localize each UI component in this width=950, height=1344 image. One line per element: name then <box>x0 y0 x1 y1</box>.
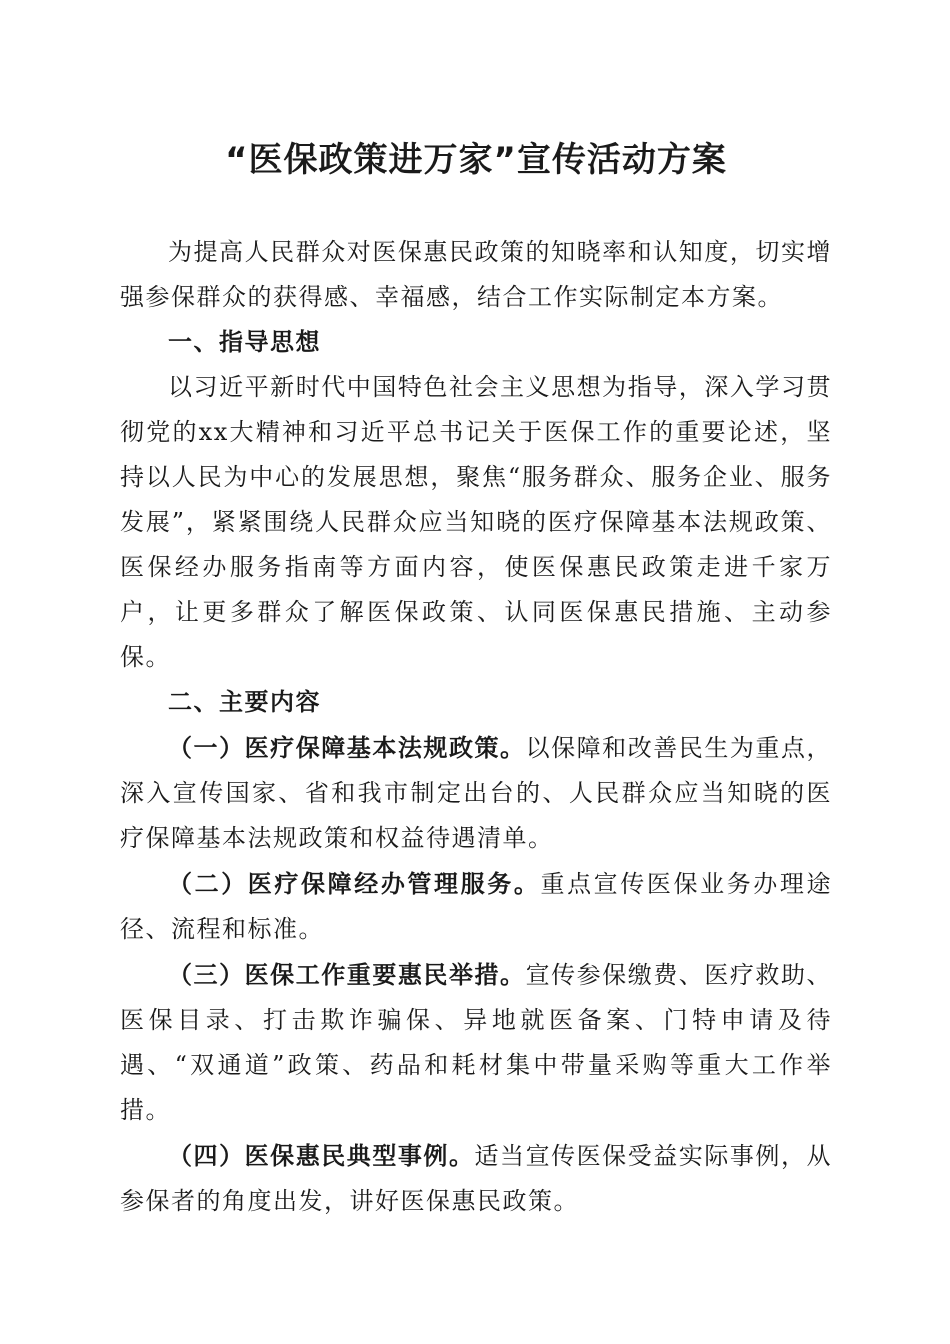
content-item-2 <box>120 861 832 952</box>
content-item-2-text: 重点宣传医保业务办理途径、流程和标准。 <box>120 870 833 943</box>
content-item-3-lead: （三）医保工作重要惠民举措。 <box>168 960 526 989</box>
content-item-1-lead: （一）医疗保障基本法规政策。 <box>168 733 526 762</box>
section-heading-main-content: 二、主要内容 <box>168 688 321 716</box>
guiding-ideology-paragraph: 以习近平新时代中国特色社会主义思想为指导，深入学习贯彻党的xx大精神和习近平总书记关于医保工作的重要论述，坚持以人民为中心的发展思想，聚焦“服务群众、服务企业、服务发展”，紧紧围绕人民群众应当知晓的医疗保障基本法规政策、医保经办服务指南等方面内容，使医保惠民政策走进千家万户，让更多群众了解医保政策、认同医保惠民措施、主动参保。 <box>120 373 832 671</box>
content-item-2-lead: （二）医疗保障经办管理服务。 <box>168 869 541 898</box>
content-item-4-text: 适当宣传医保受益实际事例，从参保者的角度出发，讲好医保惠民政策。 <box>120 1142 833 1215</box>
section-heading-guiding-ideology: 一、指导思想 <box>168 328 321 356</box>
content-item-1 <box>120 725 832 861</box>
content-item-1-text: 以保障和改善民生为重点，深入宣传国家、省和我市制定出台的、人民群众应当知晓的医疗保障基本法规政策和权益待遇清单。 <box>120 734 833 852</box>
content-item-4-lead: （四）医保惠民典型事例。 <box>168 1141 475 1170</box>
content-item-4 <box>120 1133 832 1224</box>
document-body <box>120 230 832 1224</box>
content-item-3-text: 宣传参保缴费、医疗救助、医保目录、打击欺诈骗保、异地就医备案、门特申请及待遇、“双通道”政策、药品和耗材集中带量采购等重大工作举措。 <box>120 961 833 1124</box>
document-title: “医保政策进万家”宣传活动方案 <box>225 140 727 180</box>
content-item-3 <box>120 952 832 1133</box>
intro-paragraph: 为提高人民群众对医保惠民政策的知晓率和认知度，切实增强参保群众的获得感、幸福感，结合工作实际制定本方案。 <box>120 238 832 311</box>
